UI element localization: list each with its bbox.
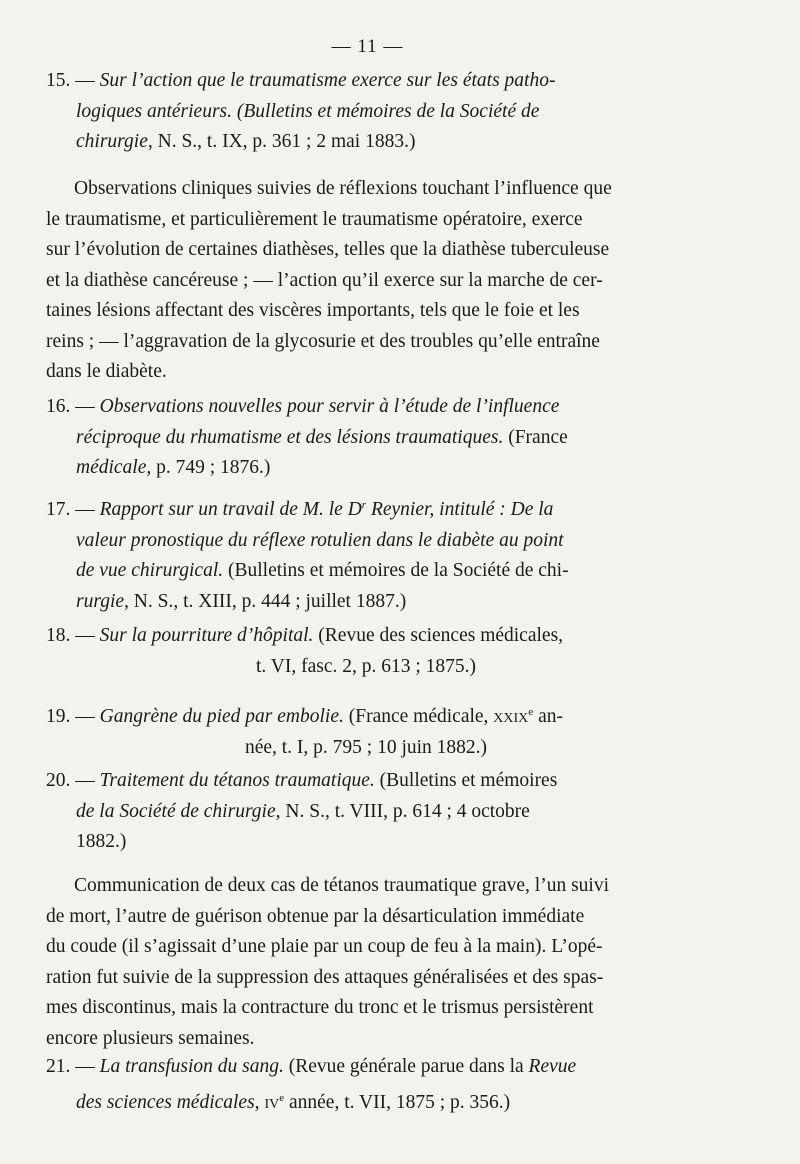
- entry-title: Gangrène du pied par embolie.: [99, 706, 344, 727]
- volume-number: xxix: [488, 706, 529, 727]
- citation-details: p. 749 ; 1876.): [151, 457, 271, 478]
- bibliography-entry-20: [46, 766, 686, 858]
- entry-line: [46, 621, 686, 652]
- paragraph-line: sur l’évolution de certaines diathèses, telles que la diathèse tuberculeuse: [46, 239, 610, 260]
- volume-number: iv: [259, 1091, 280, 1113]
- journal-name: de la Société de chirurgie,: [76, 800, 281, 822]
- citation-details: (France médicale,: [343, 706, 489, 727]
- bibliography-entry-18: [46, 621, 686, 682]
- citation-details: (Bulletins et mémoires: [374, 770, 558, 791]
- paragraph-line: taines lésions affectant des viscères importants, tels que le foie et les: [46, 300, 580, 321]
- bibliography-entry-21: [46, 1052, 686, 1118]
- entry-number: 21. —: [46, 1056, 100, 1077]
- entry-title: Traitement du tétanos traumatique.: [99, 770, 375, 791]
- paragraph-line: reins ; — l’aggravation de la glycosurie et des troubles qu’elle entraîne: [46, 330, 600, 352]
- paragraph-20: [46, 871, 686, 1054]
- citation-details: (Revue générale parue dans la: [283, 1056, 529, 1077]
- entry-line: [46, 797, 686, 828]
- entry-title: Sur l’action que le traumatisme exerce sur les états patho-: [99, 70, 556, 91]
- paragraph-line: et la diathèse cancéreuse ; — l’action qu’il exerce sur la marche de cer-: [46, 269, 603, 291]
- paragraph-line: dans le diabète.: [46, 361, 167, 382]
- entry-line: [46, 66, 686, 97]
- entry-number: 16. —: [46, 396, 100, 417]
- paragraph-line: du coude (il s’agissait d’une plaie par un coup de feu à la main). L’opé-: [46, 936, 603, 957]
- paragraph-line: ration fut suivie de la suppression des attaques généralisées et des spas-: [46, 966, 604, 988]
- page-number: — 11 —: [331, 36, 404, 57]
- paragraph-line: encore plusieurs semaines.: [46, 1027, 255, 1049]
- entry-line: [46, 490, 686, 526]
- journal-name: Revue: [528, 1056, 577, 1077]
- entry-line: [46, 127, 686, 158]
- entry-line: [46, 766, 686, 797]
- entry-number: 19. —: [46, 706, 100, 727]
- citation-details: (Bulletins et mémoires de la Société de chi-: [223, 560, 569, 581]
- paragraph-line: le traumatisme, et particulièrement le traumatisme opératoire, exerce: [46, 208, 583, 230]
- entry-title: Observations nouvelles pour servir à l’étude de l’influence: [99, 396, 560, 417]
- bibliography-entry-15: [46, 66, 686, 158]
- citation-details: N. S., t. XIII, p. 444 ; juillet 1887.): [128, 590, 407, 612]
- entry-line: [46, 1052, 686, 1083]
- entry-line: [46, 423, 686, 454]
- journal-name: médicale,: [76, 457, 152, 478]
- superscript: r: [361, 499, 367, 511]
- entry-line: [46, 453, 686, 484]
- journal-name: chirurgie,: [76, 131, 153, 152]
- citation-details: N. S., t. IX, p. 361 ; 2 mai 1883.): [152, 131, 416, 152]
- paragraph-line: mes discontinus, mais la contracture du tronc et le trismus persistèrent: [46, 997, 594, 1018]
- paragraph-line: Communication de deux cas de tétanos traumatique grave, l’un suivi: [74, 875, 610, 896]
- entry-number: 20. —: [46, 770, 100, 791]
- entry-line: valeur pronostique du réflexe rotulien dans le diabète au point: [76, 529, 564, 551]
- entry-line: [46, 556, 686, 587]
- bibliography-entry-19: [46, 697, 686, 763]
- bibliography-entry-17: [46, 490, 686, 617]
- entry-line: [46, 587, 686, 618]
- entry-line: 1882.): [76, 831, 127, 852]
- entry-line: logiques antérieurs. (Bulletins et mémoires de la Société de: [76, 100, 540, 122]
- journal-name: rurgie,: [76, 590, 129, 612]
- entry-title: réciproque du rhumatisme et des lésions traumatiques.: [76, 426, 504, 448]
- superscript: e: [279, 1091, 285, 1104]
- citation-details: an-: [533, 706, 563, 727]
- citation-details: N. S., t. VIII, p. 614 ; 4 octobre: [280, 800, 530, 822]
- entry-line: [46, 697, 686, 733]
- bibliography-entry-16: [46, 392, 686, 484]
- entry-line: née, t. I, p. 795 ; 10 juin 1882.): [244, 736, 488, 758]
- entry-title: Reynier, intitulé : De la: [366, 499, 554, 520]
- entry-number: 15. —: [46, 70, 100, 91]
- superscript: e: [528, 706, 534, 718]
- journal-name: des sciences médicales,: [76, 1091, 260, 1113]
- paragraph-line: Observations cliniques suivies de réflexions touchant l’influence que: [74, 178, 612, 199]
- entry-title: Rapport sur un travail de M. le D: [99, 499, 362, 520]
- citation-details: (Revue des sciences médicales,: [313, 625, 564, 646]
- citation-details: année, t. VII, 1875 ; p. 356.): [284, 1091, 511, 1113]
- paragraph-15: [46, 174, 686, 388]
- entry-number: 18. —: [46, 625, 100, 646]
- entry-line: t. VI, fasc. 2, p. 613 ; 1875.): [255, 655, 477, 677]
- entry-number: 17. —: [46, 499, 100, 520]
- entry-line: [46, 1083, 686, 1119]
- entry-title: de vue chirurgical.: [76, 560, 224, 581]
- entry-title: Sur la pourriture d’hôpital.: [99, 625, 314, 646]
- paragraph-line: de mort, l’autre de guérison obtenue par la désarticulation immédiate: [46, 905, 585, 927]
- citation-details: (France: [503, 426, 568, 448]
- entry-line: [46, 392, 686, 423]
- entry-title: La transfusion du sang.: [99, 1056, 284, 1077]
